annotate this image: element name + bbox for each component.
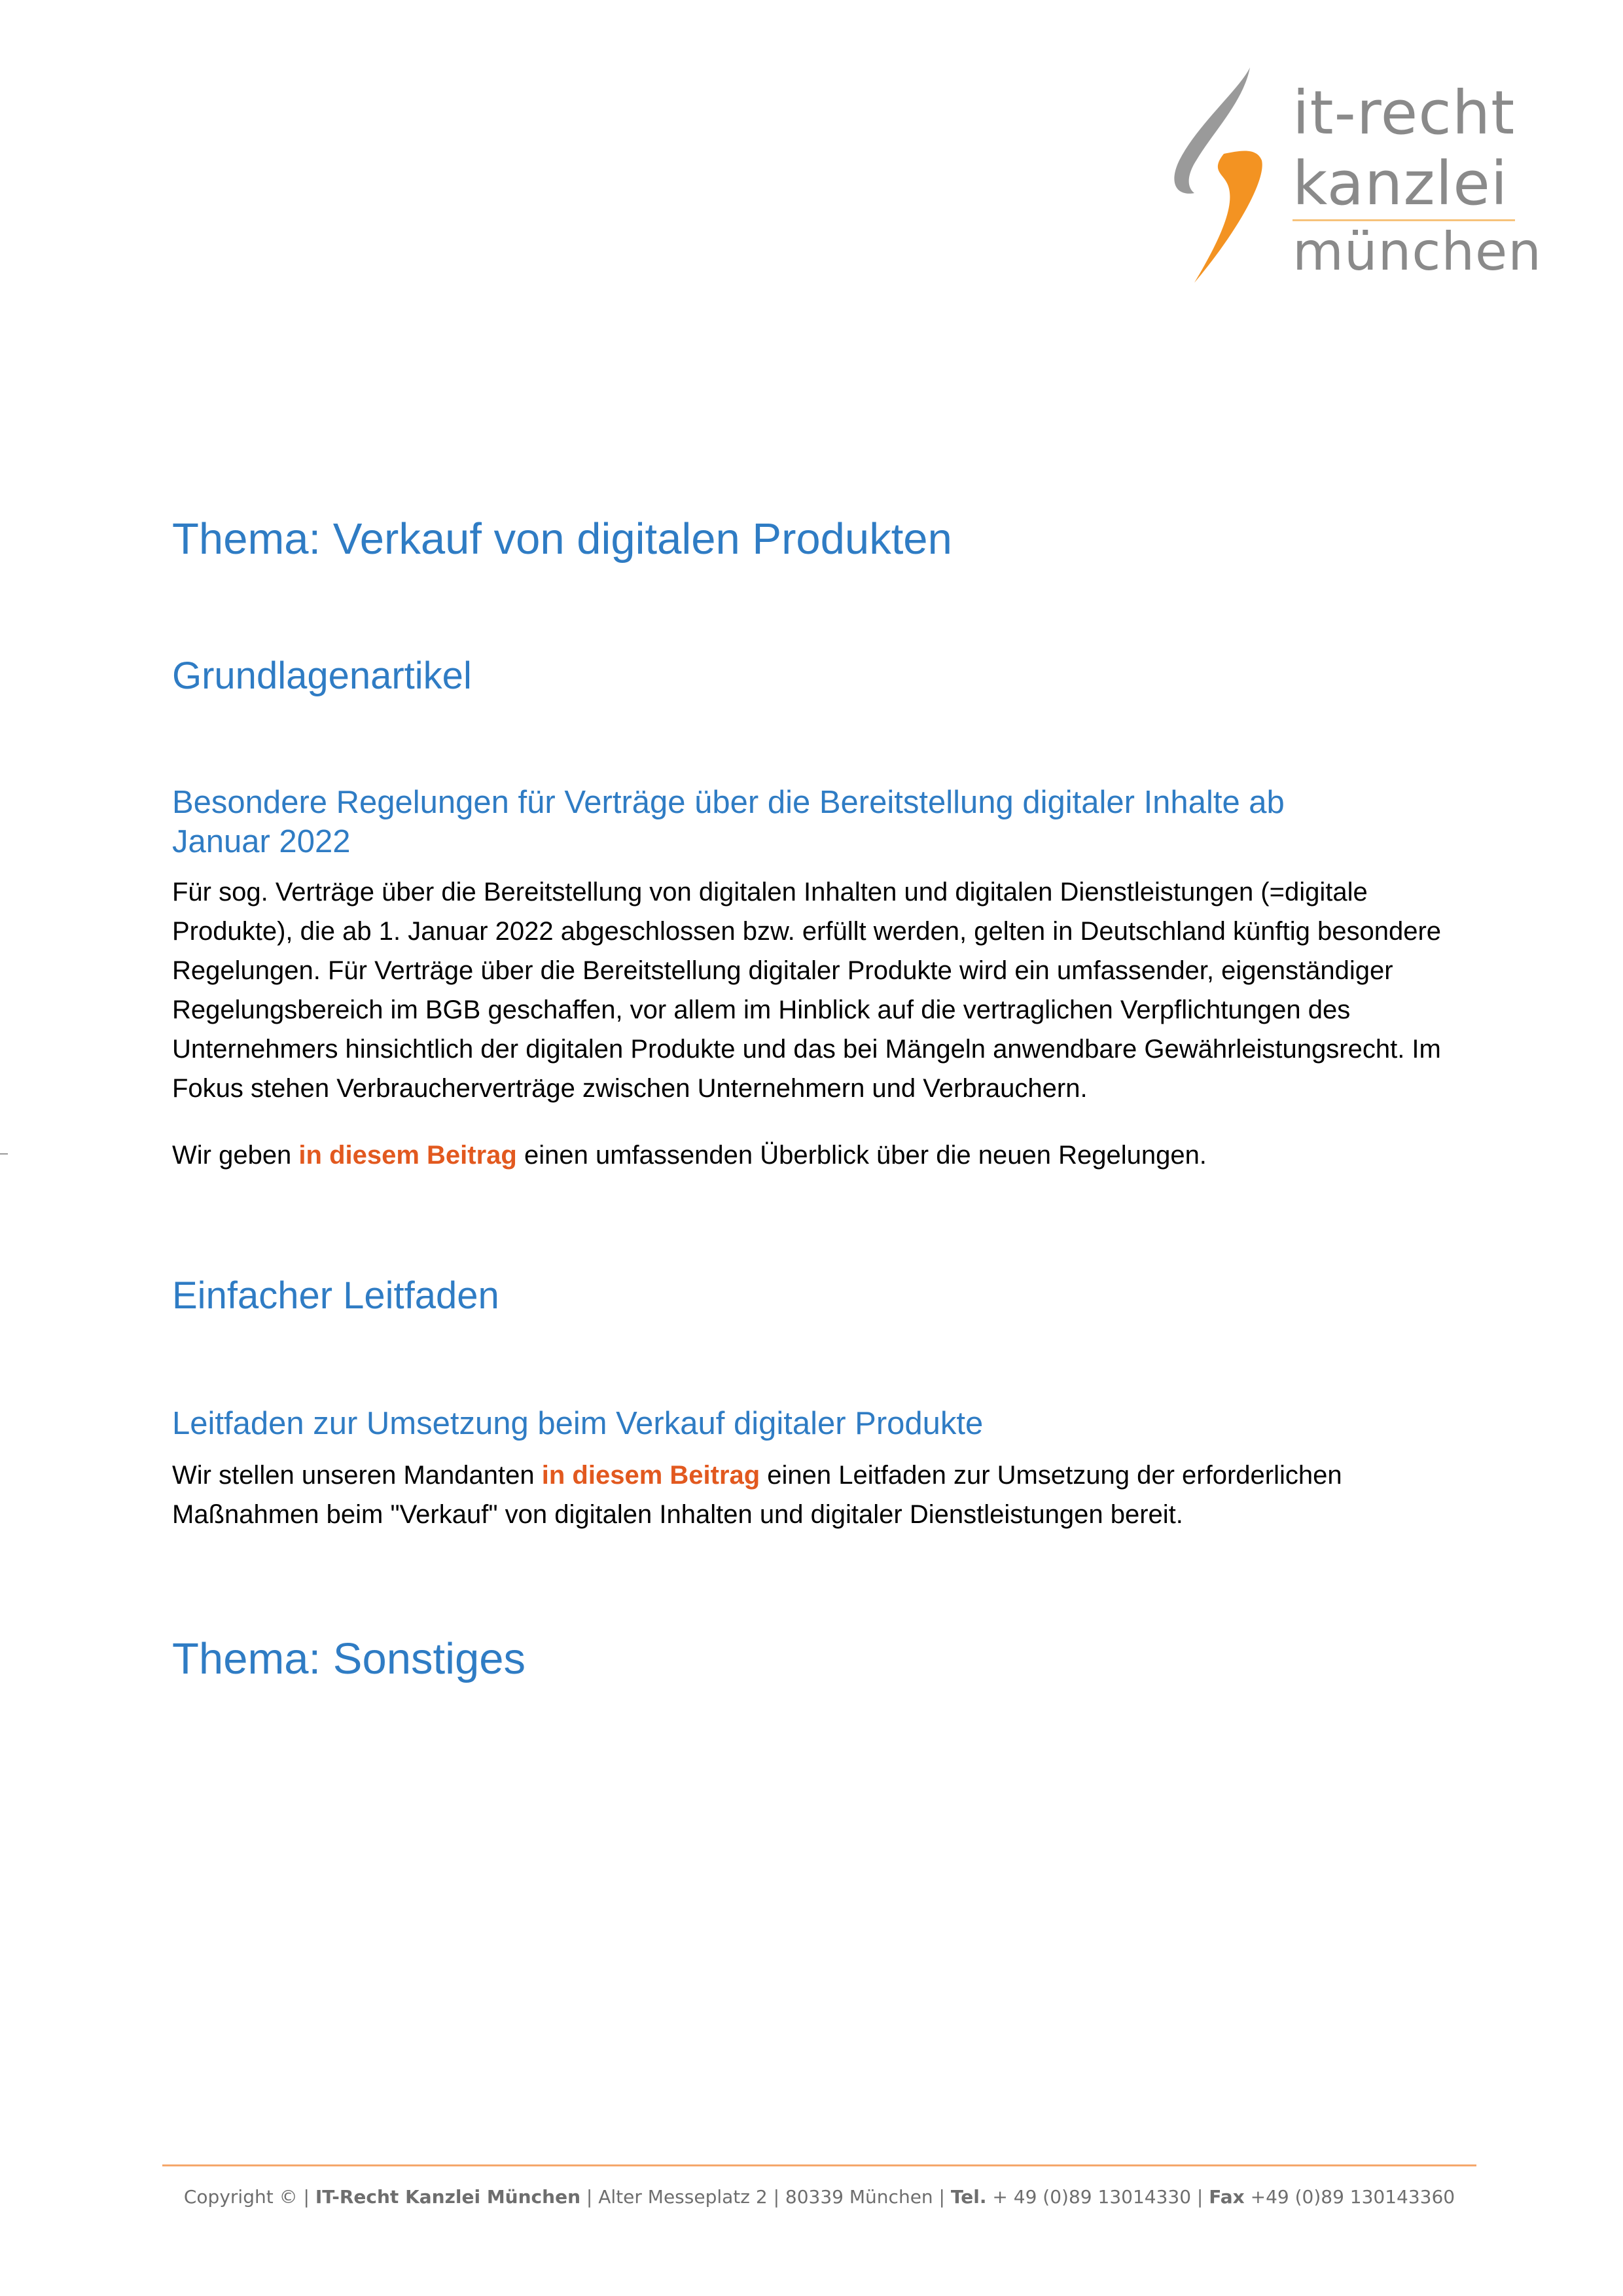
logo-text-line3: münchen [1293, 221, 1542, 282]
article-link-guide[interactable]: in diesem Beitrag [541, 1461, 760, 1490]
footer-divider [162, 2164, 1476, 2166]
article-body-regulations: Für sog. Verträge über die Bereitstellung von digitalen Inhalten und digitalen Dienstleistungen (=digitale Produkte), die ab 1. Januar 2022 abgeschlossen bzw. erfüllt werden, gelten in Deutschland künftig besondere Regelungen. Für Verträge über die Bereitstellung digitaler Produkte wird ein umfassender, eigenständiger Regelungsbereich im BGB geschaffen, vor allem im Hinblick auf die vertraglichen Verpflichtungen des Unternehmers hinsichtlich der digitalen Produkte und das bei Mängeln anwendbare Gewährleistungsrecht. Im Fokus stehen Verbraucherverträge zwischen Unternehmern und Verbrauchern. [172, 878, 1442, 1103]
margin-mark [0, 1153, 8, 1155]
section-title-misc: Thema: Sonstiges [172, 1634, 526, 1683]
footer-tel: + 49 (0)89 13014330 | [986, 2186, 1209, 2208]
section-title-digital-products: Thema: Verkauf von digitalen Produkten [172, 514, 952, 564]
subsection-heading-basics: Grundlagenartikel [172, 655, 472, 697]
teaser-text-end: einen umfassenden Überblick über die neuen Regelungen. [516, 1141, 1207, 1170]
footer-firm: IT-Recht Kanzlei München [315, 2186, 581, 2208]
article-link-regulations[interactable]: in diesem Beitrag [298, 1141, 517, 1170]
article-body-guide [172, 1456, 1474, 1534]
footer-fax: +49 (0)89 130143360 [1244, 2186, 1455, 2208]
footer-tel-label: Tel. [950, 2186, 987, 2208]
guide-text: Wir stellen unseren Mandanten [172, 1461, 542, 1490]
article-title-guide[interactable]: Leitfaden zur Umsetzung beim Verkauf digitaler Produkte [172, 1406, 984, 1441]
logo-text-line2: kanzlei [1293, 149, 1508, 219]
guide-text-end: einen Leitfaden zur Umsetzung der erforderlichen Maßnahmen beim "Verkauf" von digitalen Inhalten und digitaler Dienstleistungen bereit. [172, 1461, 1342, 1529]
footer-copyright: Copyright © | [183, 2186, 315, 2208]
footer-fax-label: Fax [1209, 2186, 1245, 2208]
footer [162, 2186, 1476, 2208]
logo-text-line1: it-recht [1293, 78, 1516, 148]
subsection-heading-guide: Einfacher Leitfaden [172, 1274, 499, 1317]
logo [1158, 62, 1542, 291]
teaser-text: Wir geben [172, 1141, 299, 1170]
footer-address: | Alter Messeplatz 2 | 80339 München | [580, 2186, 951, 2208]
logo-mark-icon [1158, 62, 1289, 291]
article-title-regulations[interactable]: Besondere Regelungen für Verträge über die Bereitstellung digitaler Inhalte ab Januar 2022 [172, 785, 1285, 859]
article-teaser-regulations [172, 1136, 1474, 1175]
